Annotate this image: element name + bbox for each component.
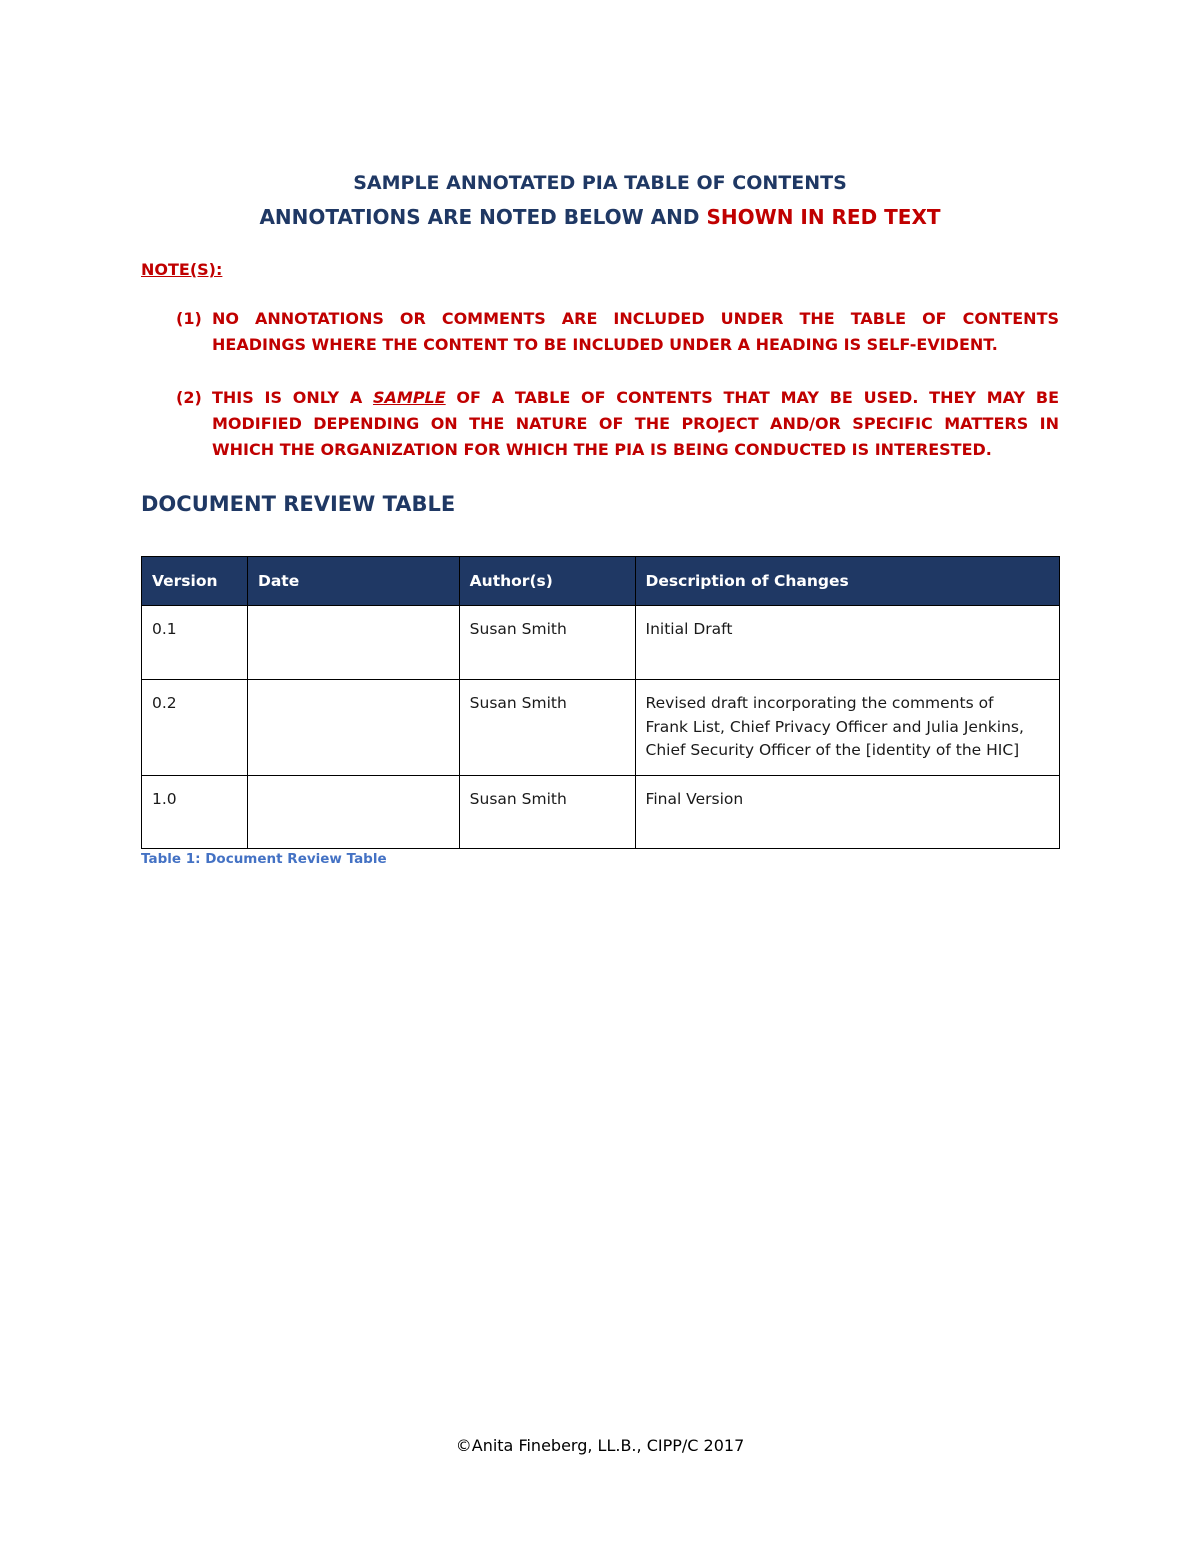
table-row <box>142 680 1060 776</box>
note-line: MODIFIED DEPENDING ON THE NATURE OF THE PROJECT AND/OR SPECIFIC MATTERS IN <box>212 414 1059 433</box>
cell-date <box>247 680 459 776</box>
cell-author: Susan Smith <box>459 776 635 849</box>
cell-version: 1.0 <box>142 776 248 849</box>
column-header-date: Date <box>247 557 459 606</box>
note-line <box>212 385 1059 411</box>
description-line: Initial Draft <box>645 620 733 638</box>
sample-emphasis: SAMPLE <box>372 388 446 407</box>
column-header-authors: Author(s) <box>459 557 635 606</box>
cell-date <box>247 776 459 849</box>
subtitle-part-navy: ANNOTATIONS ARE NOTED BELOW AND <box>259 205 707 229</box>
column-header-version: Version <box>142 557 248 606</box>
note-number: (2) <box>176 388 202 407</box>
notes-label: NOTE(S): <box>141 260 223 279</box>
table-header-row <box>142 557 1060 606</box>
note-text <box>212 306 1059 358</box>
cell-description <box>635 680 1059 776</box>
note-line: HEADINGS WHERE THE CONTENT TO BE INCLUDED UNDER A HEADING IS SELF-EVIDENT. <box>212 335 998 354</box>
section-heading: DOCUMENT REVIEW TABLE <box>141 492 456 516</box>
cell-description <box>635 776 1059 849</box>
note-text <box>212 385 1059 463</box>
cell-description <box>635 606 1059 680</box>
note-line-segment: OF A TABLE OF CONTENTS THAT MAY BE USED. THEY MAY BE <box>445 388 1060 407</box>
table-caption: Table 1: Document Review Table <box>141 851 387 867</box>
cell-author: Susan Smith <box>459 606 635 680</box>
table-row <box>142 606 1060 680</box>
document-subtitle <box>0 205 1200 229</box>
table-row <box>142 776 1060 849</box>
column-header-description: Description of Changes <box>635 557 1059 606</box>
subtitle-part-red: SHOWN IN RED TEXT <box>706 205 941 229</box>
cell-author: Susan Smith <box>459 680 635 776</box>
document-review-table <box>141 556 1060 849</box>
copyright-footer: ©Anita Fineberg, LL.B., CIPP/C 2017 <box>455 1436 745 1455</box>
note-line: NO ANNOTATIONS OR COMMENTS ARE INCLUDED UNDER THE TABLE OF CONTENTS <box>212 309 1059 328</box>
cell-version: 0.1 <box>142 606 248 680</box>
description-line: Final Version <box>645 790 744 808</box>
description-line: Frank List, Chief Privacy Officer and Julia Jenkins, <box>645 717 1024 736</box>
note-number: (1) <box>176 309 202 328</box>
note-line: WHICH THE ORGANIZATION FOR WHICH THE PIA IS BEING CONDUCTED IS INTERESTED. <box>212 440 992 459</box>
description-line: Chief Security Officer of the [identity of the HIC] <box>645 741 1020 759</box>
note-line-segment: THIS IS ONLY A <box>212 388 373 407</box>
document-title: SAMPLE ANNOTATED PIA TABLE OF CONTENTS <box>353 172 847 194</box>
cell-date <box>247 606 459 680</box>
description-line: Revised draft incorporating the comments of <box>645 694 994 712</box>
cell-version: 0.2 <box>142 680 248 776</box>
